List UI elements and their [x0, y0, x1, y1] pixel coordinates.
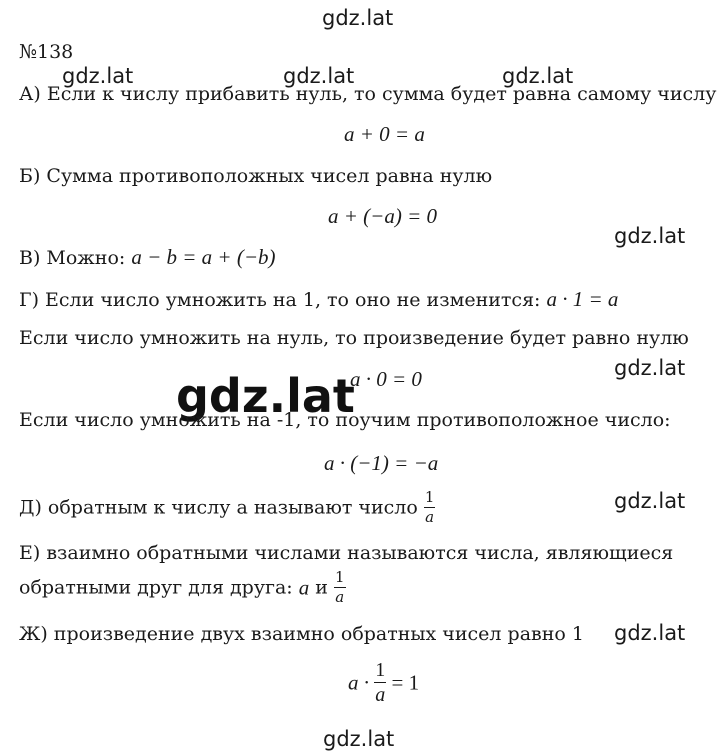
line-b-text: Б) Сумма противоположных чисел равна нулю [19, 165, 493, 187]
watermark-right-1: gdz.lat [614, 224, 686, 248]
line-v [19, 244, 276, 270]
formula-zh [348, 660, 419, 705]
line-g-text: Г) Если число умножить на 1, то оно не изменится: [19, 289, 547, 311]
fraction-zh-denominator: a [375, 684, 386, 706]
fraction-e-numerator: 1 [335, 568, 345, 586]
formula-a: a + 0 = a [344, 122, 425, 146]
line-zero-text: Если число умножить на нуль, то произведение будет равно нулю [19, 327, 689, 349]
formula-v: a − b = a + (−b) [131, 245, 276, 269]
formula-g: a · 1 = a [546, 287, 619, 311]
fraction-d-denominator: a [425, 508, 435, 526]
fraction-e [334, 570, 346, 605]
watermark-right-4: gdz.lat [614, 621, 686, 645]
formula-neg: a · (−1) = −a [324, 451, 439, 475]
line-e-text-2: обратными друг для друга: [19, 576, 299, 599]
fraction-d [424, 490, 436, 525]
watermark-right-3: gdz.lat [614, 489, 686, 513]
line-zh-text: Ж) произведение двух взаимно обратных чисел равно 1 [19, 623, 584, 645]
fraction-zh-numerator: 1 [375, 659, 386, 681]
line-a-text: А) Если к числу прибавить нуль, то сумма будет равна самому числу [19, 83, 717, 105]
line-e-and: и [309, 576, 334, 599]
fraction-d-numerator: 1 [424, 488, 435, 506]
line-v-prefix: В) Можно: [19, 247, 132, 269]
watermark-row1-b: gdz.lat [283, 64, 355, 88]
fraction-e-denominator: a [335, 588, 345, 606]
watermark-row1-a: gdz.lat [62, 64, 134, 88]
formula-zh-left: a · [348, 670, 375, 695]
line-d [19, 490, 435, 525]
formula-zero: a · 0 = 0 [350, 367, 422, 391]
line-e-2 [19, 570, 346, 605]
watermark-row1-c: gdz.lat [502, 64, 574, 88]
line-neg-text: Если число умножить на -1, то поучим противоположное число: [19, 409, 671, 431]
line-g [19, 286, 618, 312]
watermark-big: gdz.lat [176, 369, 355, 423]
watermark-right-2: gdz.lat [614, 356, 686, 380]
fraction-zh [374, 660, 386, 705]
formula-zh-right: = 1 [386, 670, 420, 695]
problem-number: №138 [19, 41, 74, 63]
line-e-text-1: Е) взаимно обратными числами называются числа, являющиеся [19, 542, 674, 564]
formula-b: a + (−a) = 0 [328, 204, 437, 228]
line-d-text: Д) обратным к числу а называют число [19, 496, 424, 519]
watermark-top: gdz.lat [322, 6, 394, 30]
var-e: a [298, 575, 310, 600]
watermark-bottom: gdz.lat [323, 727, 395, 751]
